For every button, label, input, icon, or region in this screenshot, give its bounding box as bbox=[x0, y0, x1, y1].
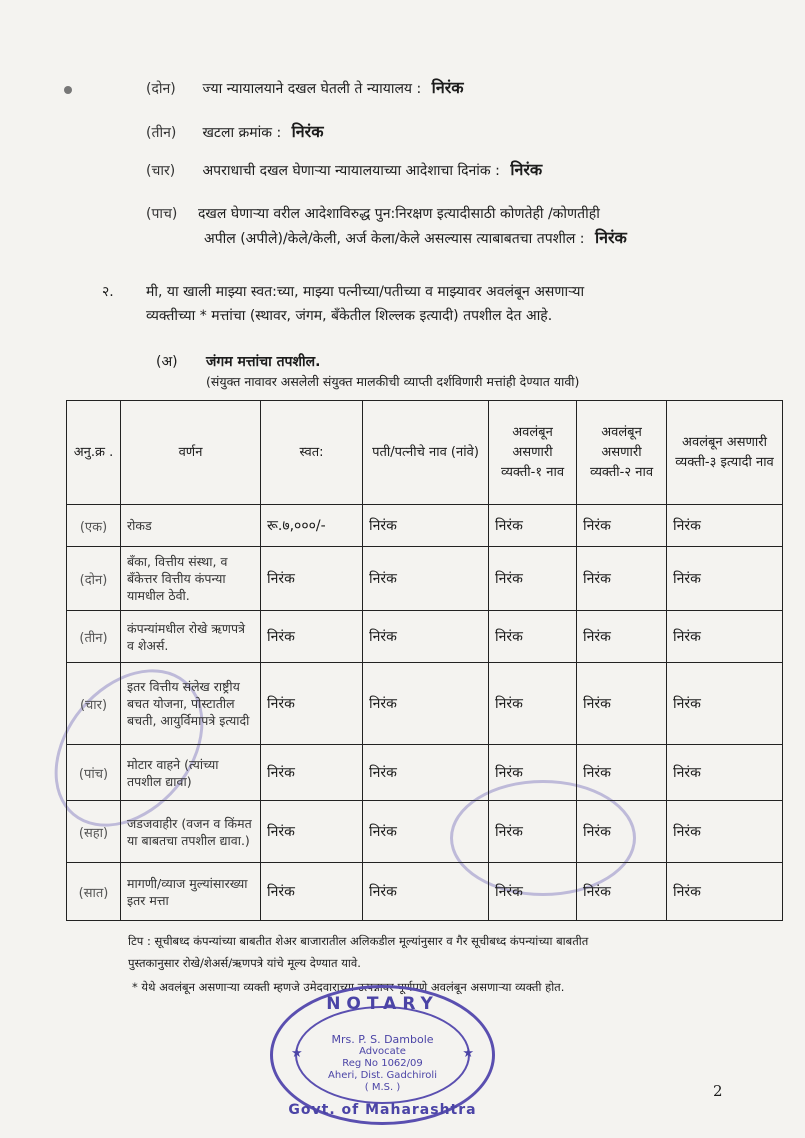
table-row bbox=[67, 505, 783, 547]
row-dependent-1: निरंक bbox=[489, 663, 577, 745]
stamp-body bbox=[273, 1034, 492, 1094]
item-label: अपराधाची दखल घेणाऱ्या न्यायालयाच्या आदेशाचा दिनांक : bbox=[202, 163, 500, 179]
item-value: निरंक bbox=[510, 160, 543, 179]
row-description: इतर वित्तीय संलेख राष्ट्रीय बचत योजना, पोस्टातील बचती, आयुर्विमापत्रे इत्यादी bbox=[121, 663, 261, 745]
item-label: ज्या न्यायालयाने दखल घेतली ते न्यायालय : bbox=[202, 81, 422, 97]
section-2 bbox=[102, 280, 584, 328]
section-2-line-1: मी, या खाली माझ्या स्वत:च्या, माझ्या पत्नीच्या/पतीच्या व माझ्यावर अवलंबून असणाऱ्या bbox=[146, 284, 585, 300]
row-dependent-2: निरंक bbox=[577, 611, 667, 663]
footnote-text: * येथे अवलंबून असणाऱ्या व्यक्ती म्हणजे उमेदवाराच्या उत्पन्नावर पूर्णपणे अवलंबून असणाऱ्या व्यक्ती होत. bbox=[132, 980, 565, 994]
row-dependent-2: निरंक bbox=[577, 801, 667, 863]
row-serial: (पांच) bbox=[67, 745, 121, 801]
star-icon: ★ bbox=[462, 1046, 474, 1061]
item-number: (चार) bbox=[146, 163, 176, 179]
table-row bbox=[67, 801, 783, 863]
stamp-place: Aheri, Dist. Gadchiroli bbox=[328, 1070, 437, 1081]
row-serial: (एक) bbox=[67, 505, 121, 547]
bullet-dot bbox=[64, 86, 72, 94]
stamp-title: NOTARY bbox=[326, 994, 439, 1014]
star-icon: ★ bbox=[291, 1046, 303, 1061]
row-dependent-3: निरंक bbox=[667, 663, 783, 745]
row-serial: (दोन) bbox=[67, 547, 121, 611]
row-dependent-2: निरंक bbox=[577, 745, 667, 801]
row-dependent-1: निरंक bbox=[489, 801, 577, 863]
row-description: रोकड bbox=[121, 505, 261, 547]
case-number-line bbox=[146, 120, 324, 142]
row-serial: (चार) bbox=[67, 663, 121, 745]
row-dependent-1: निरंक bbox=[489, 863, 577, 921]
subsection-subtitle: (संयुक्त नावावर असलेली संयुक्त मालकीची व्याप्ती दर्शविणारी मत्तांही देण्यात यावी) bbox=[206, 374, 580, 389]
appeal-line-2: अपील (अपीले)/केले/केली, अर्ज केला/केले असल्यास त्याबाबतचा तपशील : bbox=[204, 231, 585, 247]
subsection-title: जंगम मत्तांचा तपशील. bbox=[206, 354, 321, 370]
row-spouse: निरंक bbox=[363, 745, 489, 801]
court-line bbox=[146, 76, 464, 98]
item-value: निरंक bbox=[431, 78, 464, 97]
stamp-state: ( M.S. ) bbox=[364, 1082, 401, 1093]
page-number: 2 bbox=[713, 1082, 723, 1100]
table-row bbox=[67, 611, 783, 663]
row-dependent-1: निरंक bbox=[489, 611, 577, 663]
row-self: निरंक bbox=[261, 801, 363, 863]
row-dependent-1: निरंक bbox=[489, 547, 577, 611]
section-2-line-2: व्यक्तीच्या * मत्तांचा (स्थावर, जंगम, बँकेतील शिल्लक इत्यादी) तपशील देत आहे. bbox=[146, 308, 553, 324]
movable-assets-table bbox=[66, 400, 783, 921]
stamp-govt: Govt. of Maharashtra bbox=[288, 1102, 477, 1118]
row-description: जडजवाहीर (वजन व किंमत या बाबतचा तपशील द्यावा.) bbox=[121, 801, 261, 863]
row-dependent-3: निरंक bbox=[667, 505, 783, 547]
row-spouse: निरंक bbox=[363, 801, 489, 863]
row-dependent-3: निरंक bbox=[667, 801, 783, 863]
row-description: कंपन्यांमधील रोखे ऋणपत्रे व शेअर्स. bbox=[121, 611, 261, 663]
table-row bbox=[67, 547, 783, 611]
col-header-dependent-1: अवलंबून असणारी व्यक्ती-१ नाव bbox=[489, 401, 577, 505]
row-dependent-1: निरंक bbox=[489, 745, 577, 801]
row-dependent-2: निरंक bbox=[577, 863, 667, 921]
stamp-role: Advocate bbox=[359, 1046, 406, 1057]
table-header-row bbox=[67, 401, 783, 505]
row-self: निरंक bbox=[261, 547, 363, 611]
col-header-dependent-3: अवलंबून असणारी व्यक्ती-३ इत्यादी नाव bbox=[667, 401, 783, 505]
section-number: २. bbox=[102, 284, 114, 300]
row-dependent-3: निरंक bbox=[667, 745, 783, 801]
row-description: मागणी/व्याज मुल्यांसारख्या इतर मत्ता bbox=[121, 863, 261, 921]
col-header-self: स्वत: bbox=[261, 401, 363, 505]
row-dependent-2: निरंक bbox=[577, 547, 667, 611]
row-spouse: निरंक bbox=[363, 863, 489, 921]
row-dependent-3: निरंक bbox=[667, 611, 783, 663]
stamp-name: Mrs. P. S. Dambole bbox=[331, 1033, 434, 1046]
row-self: रू.७,०००/- bbox=[261, 505, 363, 547]
row-spouse: निरंक bbox=[363, 547, 489, 611]
item-number: (दोन) bbox=[146, 81, 176, 97]
notary-stamp bbox=[270, 985, 495, 1125]
appeal-line-1: दखल घेणाऱ्या वरील आदेशाविरुद्ध पुन:निरक्षण इत्यादीसाठी कोणतेही /कोणतीही bbox=[198, 206, 600, 222]
table-row bbox=[67, 663, 783, 745]
row-spouse: निरंक bbox=[363, 611, 489, 663]
tip-note bbox=[128, 930, 588, 974]
row-description: बँका, वित्तीय संस्था, व बँकेत्तर वित्तीय कंपन्या यामधील ठेवी. bbox=[121, 547, 261, 611]
movable-assets-heading bbox=[156, 352, 579, 392]
row-dependent-3: निरंक bbox=[667, 863, 783, 921]
row-dependent-2: निरंक bbox=[577, 505, 667, 547]
row-spouse: निरंक bbox=[363, 663, 489, 745]
order-date-line bbox=[146, 158, 542, 180]
table-row bbox=[67, 863, 783, 921]
col-header-description: वर्णन bbox=[121, 401, 261, 505]
row-dependent-1: निरंक bbox=[489, 505, 577, 547]
table-row bbox=[67, 745, 783, 801]
row-serial: (सहा) bbox=[67, 801, 121, 863]
col-header-dependent-2: अवलंबून असणारी व्यक्ती-२ नाव bbox=[577, 401, 667, 505]
tip-line-1: टिप : सूचीबध्द कंपन्यांच्या बाबतीत शेअर बाजारातील अलिकडील मूल्यांनुसार व गैर सूचीबध्द कंपन्यांच्या बाबतीत bbox=[128, 934, 589, 948]
col-header-serial: अनु.क्र . bbox=[67, 401, 121, 505]
row-dependent-2: निरंक bbox=[577, 663, 667, 745]
row-self: निरंक bbox=[261, 611, 363, 663]
row-spouse: निरंक bbox=[363, 505, 489, 547]
tip-line-2: पुस्तकानुसार रोखे/शेअर्स/ऋणपत्रे यांचे मूल्य देण्यात यावे. bbox=[128, 956, 361, 970]
row-self: निरंक bbox=[261, 663, 363, 745]
row-self: निरंक bbox=[261, 745, 363, 801]
appeal-details bbox=[146, 202, 627, 251]
row-serial: (सात) bbox=[67, 863, 121, 921]
row-description: मोटार वाहने (त्यांच्या तपशील द्यावा) bbox=[121, 745, 261, 801]
subsection-number: (अ) bbox=[156, 354, 178, 370]
item-value: निरंक bbox=[291, 122, 324, 141]
item-label: खटला क्रमांक : bbox=[202, 125, 282, 141]
row-dependent-3: निरंक bbox=[667, 547, 783, 611]
item-number: (तीन) bbox=[146, 125, 177, 141]
row-self: निरंक bbox=[261, 863, 363, 921]
stamp-reg: Reg No 1062/09 bbox=[342, 1058, 423, 1069]
row-serial: (तीन) bbox=[67, 611, 121, 663]
item-value: निरंक bbox=[594, 228, 627, 247]
col-header-spouse: पती/पत्नीचे नाव (नांवे) bbox=[363, 401, 489, 505]
item-number: (पाच) bbox=[146, 206, 178, 222]
